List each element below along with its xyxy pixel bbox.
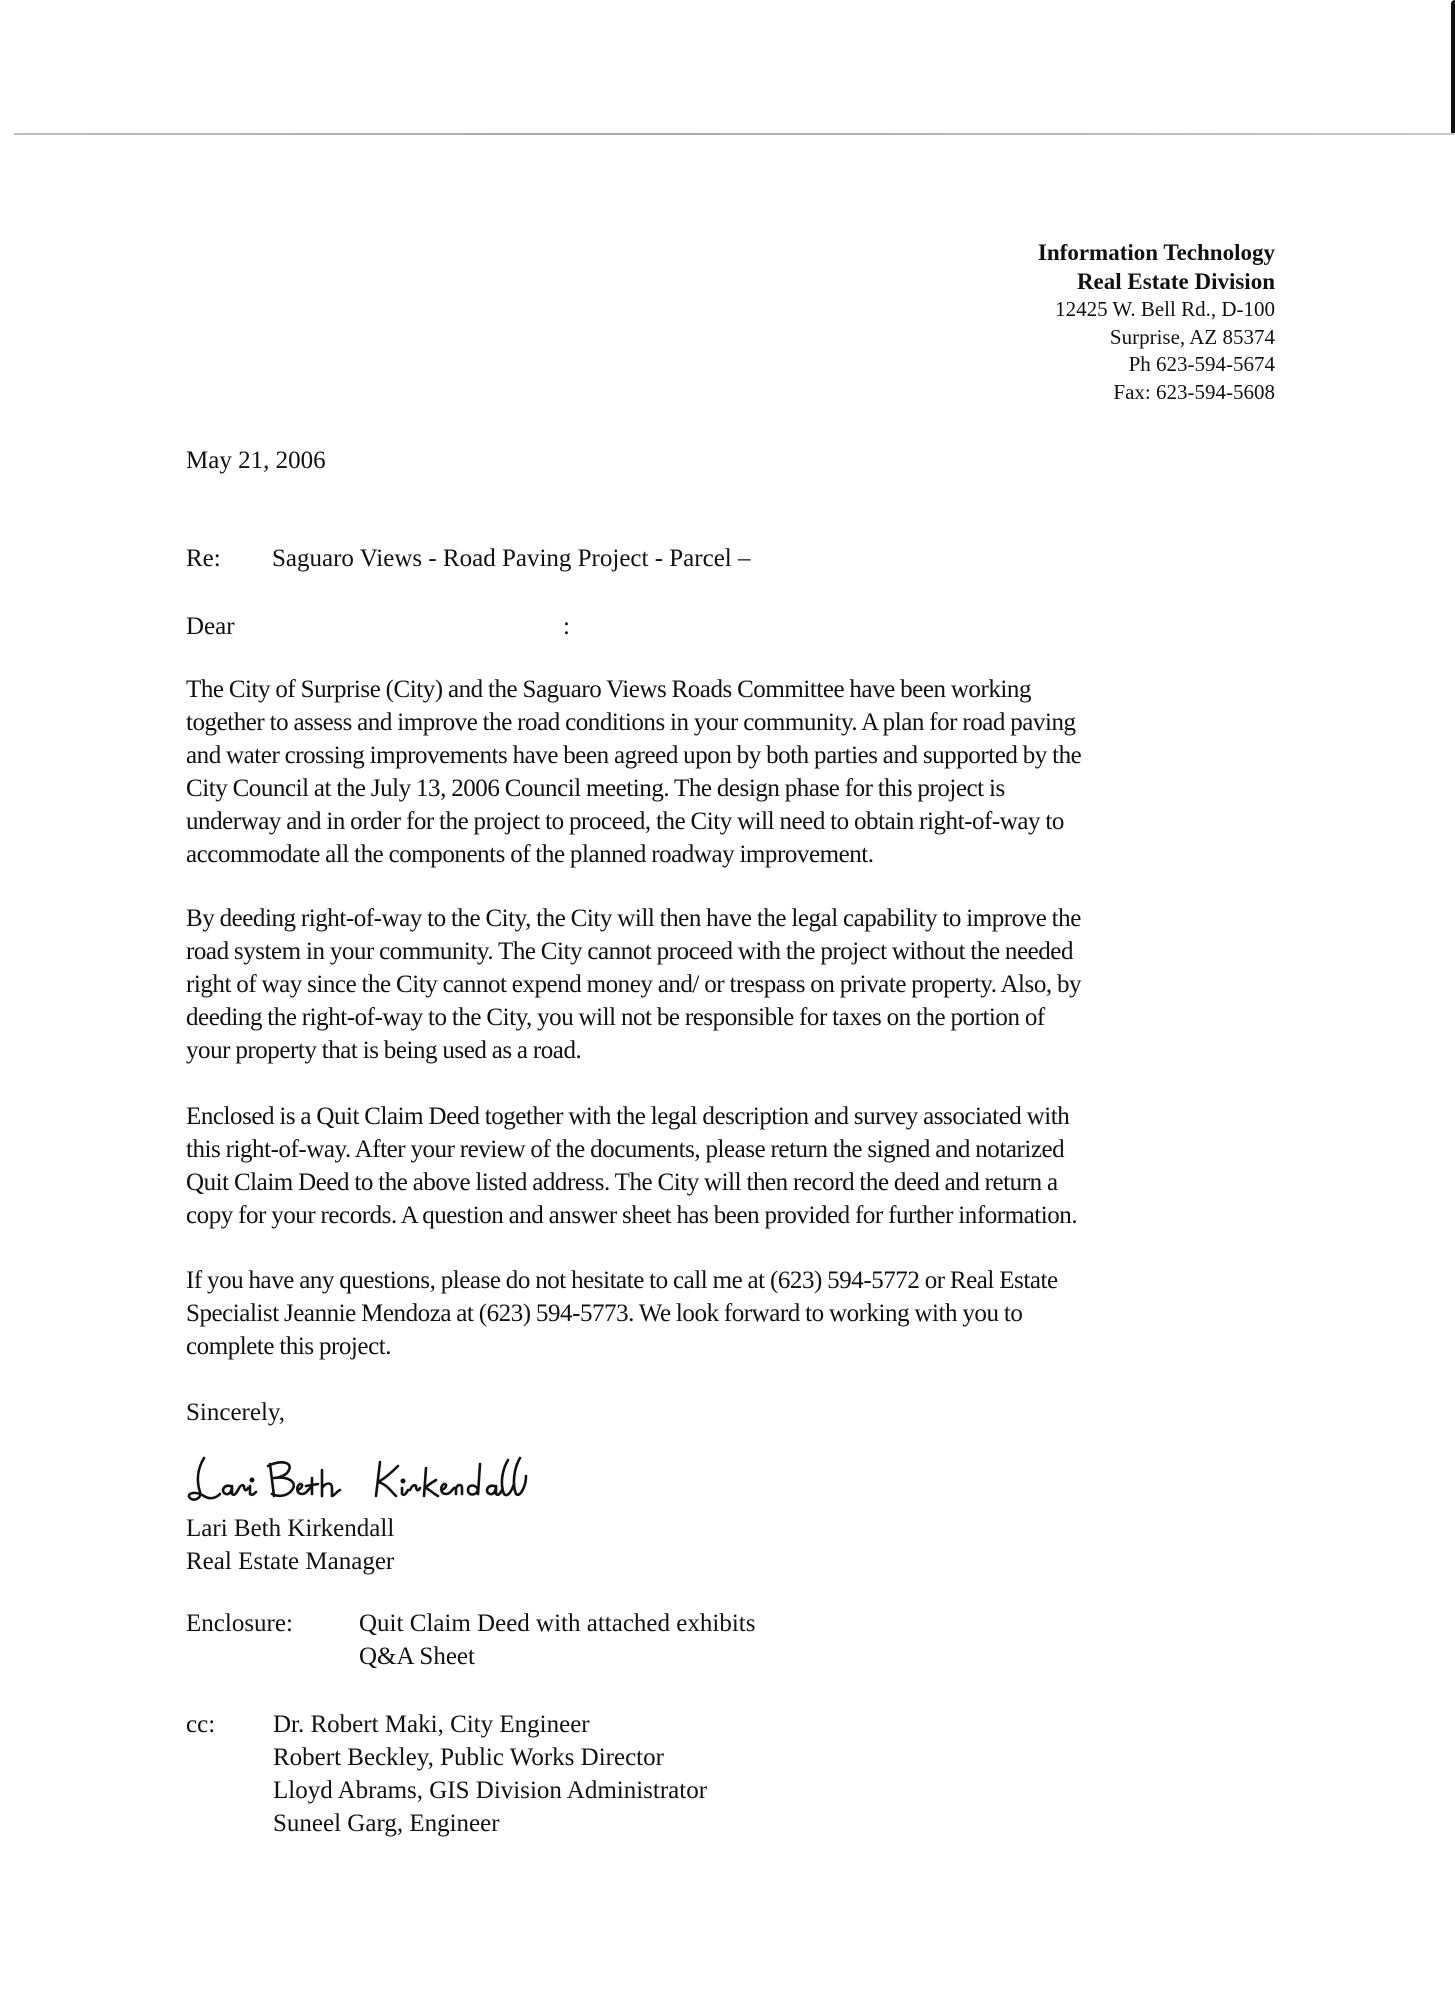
paragraph-line: complete this project. (186, 1333, 392, 1360)
cc-recipient: Lloyd Abrams, GIS Division Administrator (273, 1777, 708, 1804)
subject-line (186, 542, 1286, 575)
letterhead-department: Information Technology (1037, 240, 1275, 265)
cc-recipient: Dr. Robert Maki, City Engineer (273, 1711, 590, 1738)
letterhead-city-state-zip: Surprise, AZ 85374 (1109, 324, 1275, 349)
enclosure-item: Quit Claim Deed with attached exhibits (359, 1610, 756, 1637)
paragraph-line: The City of Surprise (City) and the Saguaro Views Roads Committee have been working (186, 676, 1031, 703)
handwritten-signature (184, 1450, 584, 1515)
paragraph-line: By deeding right-of-way to the City, the City will then have the legal capability to improve the (186, 905, 1081, 932)
paragraph-line: Quit Claim Deed to the above listed address. The City will then record the deed and return a (186, 1169, 1058, 1196)
letter-date: May 21, 2006 (186, 447, 326, 474)
enclosure-items (359, 1607, 755, 1673)
letterhead-fax: Fax: 623-594-5608 (1113, 379, 1275, 404)
paragraph-line: City Council at the July 13, 2006 Council meeting. The design phase for this project is (186, 775, 1005, 802)
body-paragraph (186, 1100, 1301, 1232)
enclosure-label: Enclosure: (186, 1610, 293, 1637)
paragraph-line: and water crossing improvements have been agreed upon by both parties and supported by the (186, 742, 1082, 769)
salutation-colon: : (563, 613, 570, 640)
body-paragraph (186, 902, 1301, 1067)
cc-recipients (273, 1708, 707, 1840)
paragraph-line: Enclosed is a Quit Claim Deed together with the legal description and survey associated with (186, 1103, 1070, 1130)
paragraph-line: If you have any questions, please do not hesitate to call me at (623) 594-5772 or Real Estate (186, 1267, 1058, 1294)
letterhead-address: 12425 W. Bell Rd., D-100 (1055, 297, 1275, 321)
paragraph-line: accommodate all the components of the planned roadway improvement. (186, 841, 874, 868)
body-paragraph (186, 673, 1301, 871)
closing: Sincerely, (186, 1399, 286, 1426)
subject-text: Saguaro Views - Road Paving Project - Parcel – (272, 545, 751, 572)
signer-title: Real Estate Manager (186, 1548, 395, 1575)
salutation (186, 610, 1286, 643)
paragraph-line: together to assess and improve the road conditions in your community. A plan for road paving (186, 709, 1076, 736)
body-paragraph (186, 1264, 1301, 1363)
salutation-greeting: Dear (186, 613, 235, 640)
cc-recipient: Suneel Garg, Engineer (273, 1810, 500, 1837)
paragraph-line: deeding the right-of-way to the City, you will not be responsible for taxes on the portion of (186, 1004, 1045, 1031)
paragraph-line: your property that is being used as a road. (186, 1037, 582, 1064)
signer-block (186, 1512, 394, 1578)
paragraph-line: right of way since the City cannot expend money and/ or trespass on private property. Also, by (186, 971, 1082, 998)
paragraph-line: underway and in order for the project to proceed, the City will need to obtain right-of-way to (186, 808, 1064, 835)
paragraph-line: copy for your records. A question and answer sheet has been provided for further information. (186, 1202, 1078, 1229)
cc-recipient: Robert Beckley, Public Works Director (273, 1744, 664, 1771)
paragraph-line: this right-of-way. After your review of the documents, please return the signed and notarized (186, 1136, 1065, 1163)
cc-label: cc: (186, 1711, 216, 1738)
letterhead-phone: Ph 623-594-5674 (1128, 352, 1275, 376)
signature-graphic (184, 1450, 584, 1510)
letterhead (1038, 238, 1275, 406)
enclosure-item: Q&A Sheet (359, 1643, 475, 1670)
scan-page-edge-top (14, 133, 1455, 135)
scan-page-edge-right (1451, 0, 1455, 133)
paragraph-line: Specialist Jeannie Mendoza at (623) 594-5773. We look forward to working with you to (186, 1300, 1023, 1327)
paragraph-line: road system in your community. The City cannot proceed with the project without the needed (186, 938, 1073, 965)
letterhead-division: Real Estate Division (1076, 269, 1275, 294)
subject-label: Re: (186, 545, 221, 572)
signer-name: Lari Beth Kirkendall (186, 1515, 395, 1542)
